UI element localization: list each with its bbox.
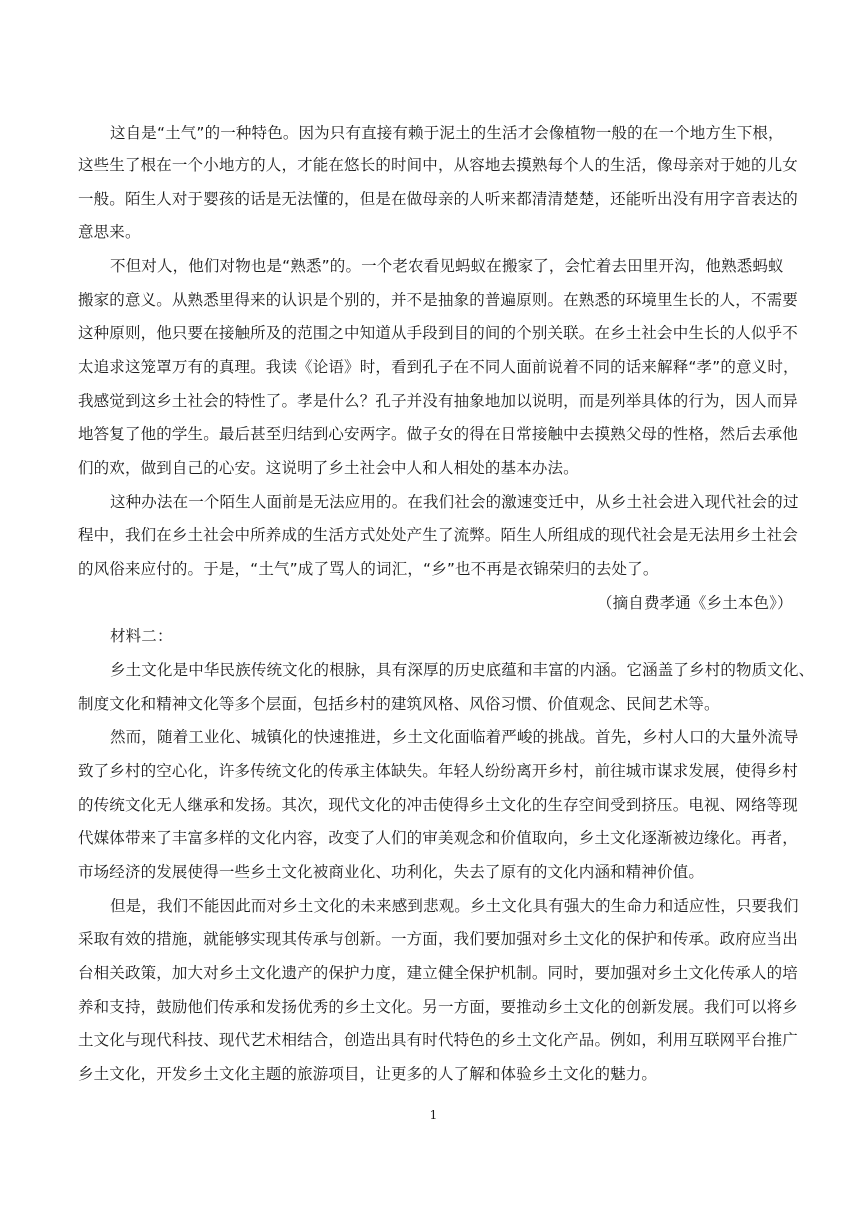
text-line: 地答复了他的学生。最后甚至归结到心安两字。做子女的得在日常接触中去摸熟父母的性格，然后去承他 — [78, 425, 798, 443]
text-line: 致了乡村的空心化，许多传统文化的传承主体缺失。年轻人纷纷离开乡村，前往城市谋求发展，使得乡村 — [78, 762, 798, 780]
text-line: 不但对人，他们对物也是“熟悉”的。一个老农看见蚂蚁在搬家了，会忙着去田里开沟，他熟悉蚂蚁 — [110, 257, 784, 275]
section-heading: 材料二： — [110, 627, 173, 645]
text-line: 意思来。 — [78, 223, 141, 241]
text-line: 台相关政策，加大对乡土文化遗产的保护力度，建立健全保护机制。同时，要加强对乡土文化传承人的培 — [78, 964, 798, 982]
text-line: 然而，随着工业化、城镇化的快速推进，乡土文化面临着严峻的挑战。首先，乡村人口的大量外流导 — [110, 728, 799, 746]
text-line: 代媒体带来了丰富多样的文化内容，改变了人们的审美观念和价值取向，乡土文化逐渐被边缘化。再者， — [78, 829, 798, 847]
text-line: 采取有效的措施，就能够实现其传承与创新。一方面，我们要加强对乡土文化的保护和传承。政府应当出 — [78, 930, 798, 948]
text-line: 市场经济的发展使得一些乡土文化被商业化、功利化，失去了原有的文化内涵和精神价值。 — [78, 863, 705, 881]
text-line: 这种办法在一个陌生人面前是无法应用的。在我们社会的激速变迁中，从乡土社会进入现代社会的过 — [110, 493, 799, 511]
text-line: 的风俗来应付的。于是，“土气”成了骂人的词汇，“乡”也不再是衣锦荣归的去处了。 — [78, 560, 659, 578]
source-citation: （摘自费孝通《乡土本色》） — [597, 594, 793, 612]
page-number: 1 — [429, 1108, 438, 1122]
text-line: 养和支持，鼓励他们传承和发扬优秀的乡土文化。另一方面，要推动乡土文化的创新发展。我们可以将乡 — [78, 998, 798, 1016]
text-line: 这些生了根在一个小地方的人，才能在悠长的时间中，从容地去摸熟每个人的生活，像母亲对于她的儿女 — [78, 156, 798, 174]
text-line: 搬家的意义。从熟悉里得来的认识是个别的，并不是抽象的普遍原则。在熟悉的环境里生长的人，不需要 — [78, 291, 798, 309]
text-line: 一般。陌生人对于婴孩的话是无法懂的，但是在做母亲的人听来都清清楚楚，还能听出没有用字音表达的 — [78, 190, 798, 208]
text-line: 我感觉到这乡土社会的特性了。孝是什么？孔子并没有抽象地加以说明，而是列举具体的行为，因人而异 — [78, 392, 798, 410]
text-line: 这种原则，他只要在接触所及的范围之中知道从手段到目的间的个别关联。在乡土社会中生长的人似乎不 — [78, 324, 798, 342]
text-line: 乡土文化是中华民族传统文化的根脉，具有深厚的历史底蕴和丰富的内涵。它涵盖了乡村的物质文化、 — [110, 661, 815, 679]
text-line: 太追求这笼罩万有的真理。我读《论语》时，看到孔子在不同人面前说着不同的话来解释“孝”的意义时， — [78, 358, 799, 376]
text-line: 这自是“土气”的一种特色。因为只有直接有赖于泥土的生活才会像植物一般的在一个地方生下根， — [110, 124, 784, 142]
text-line: 乡土文化，开发乡土文化主题的旅游项目，让更多的人了解和体验乡土文化的魅力。 — [78, 1065, 658, 1083]
text-line: 土文化与现代科技、现代艺术相结合，创造出具有时代特色的乡土文化产品。例如，利用互联网平台推广 — [78, 1031, 798, 1049]
text-line: 制度文化和精神文化等多个层面，包括乡村的建筑风格、风俗习惯、价值观念、民间艺术等。 — [78, 695, 720, 713]
text-line: 们的欢，做到自己的心安。这说明了乡土社会中人和人相处的基本办法。 — [78, 459, 579, 477]
text-line: 但是，我们不能因此而对乡土文化的未来感到悲观。乡土文化具有强大的生命力和适应性，只要我们 — [110, 897, 799, 915]
text-line: 程中，我们在乡土社会中所养成的生活方式处处产生了流弊。陌生人所组成的现代社会是无法用乡土社会 — [78, 526, 798, 544]
text-line: 的传统文化无人继承和发扬。其次，现代文化的冲击使得乡土文化的生存空间受到挤压。电视、网络等现 — [78, 796, 798, 814]
